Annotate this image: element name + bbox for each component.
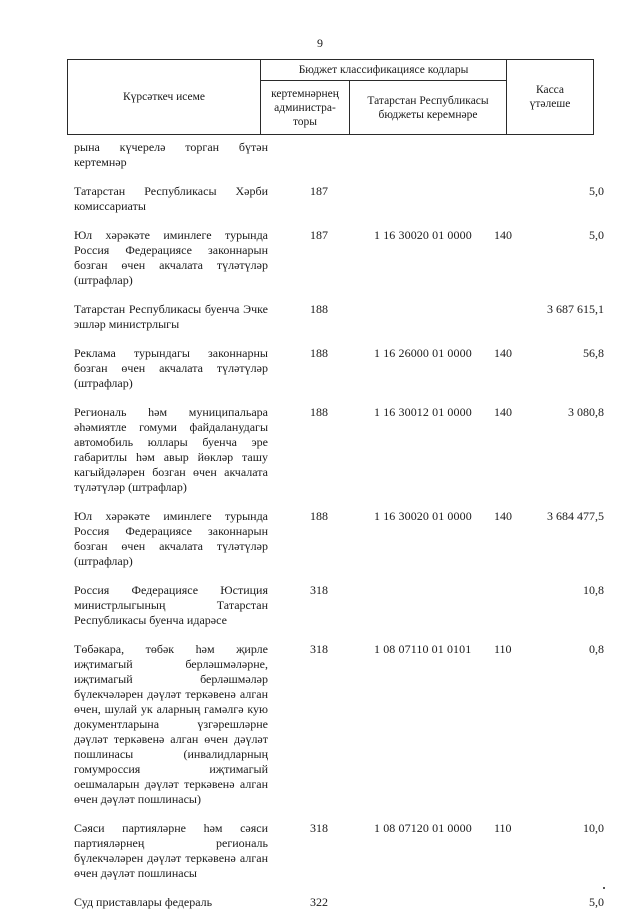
indicator-name: Юл хәрәкәте иминлеге турында Россия Федерациясе законнарын бозган өчен акчалата түләтүләр (штрафлар) [74, 228, 268, 287]
revenue-subcode: 140 [494, 346, 512, 360]
header-budget-codes: Бюджет классификациясе кодлары [261, 60, 507, 81]
indicator-name: Төбәкара, төбәк һәм җирле иҗтимагый берләшмәләрне, иҗтимагый берләшмәләр бүлекчәләрен дәүләт теркәвенә алган өчен, шулай ук аларның гамәлгә кую документларына үзгәрешләрне дәүләт теркәвенә алган өчен дәүләт пошлинасы (инвалидларның гомумроссия иҗтимагый оешмаларын дәүләт теркәвенә алган өчен дәүләт пошлинасы) [74, 642, 268, 806]
indicator-name: Татарстан Республикасы Хәрби комиссариаты [74, 184, 268, 213]
cash-amount: 5,0 [589, 228, 604, 242]
table-row [74, 821, 614, 881]
indicator-name: Сәяси партияләрне һәм сәяси партияләрнең региональ бүлекчәләрен дәүләт теркәвенә алган өчен дәүләт пошлинасы [74, 821, 268, 880]
cash-amount: 3 080,8 [568, 405, 604, 419]
header-budget-revenue [350, 81, 507, 135]
table-row [74, 895, 614, 910]
revenue-code: 1 16 30012 01 0000 [374, 405, 472, 419]
indicator-name: рына күчерелә торган бүтән кертемнәр [74, 140, 268, 169]
table-row [74, 140, 614, 170]
revenue-subcode: 140 [494, 228, 512, 242]
page-number: 9 [317, 36, 323, 50]
header-admin [261, 81, 350, 135]
revenue-subcode: 140 [494, 509, 512, 523]
cash-amount: 10,8 [583, 583, 604, 597]
header-cash-line-1: Касса [535, 84, 565, 96]
admin-code: 187 [310, 184, 328, 198]
header-admin-line-1: кертемнәрнең [271, 87, 339, 100]
admin-code: 318 [310, 583, 328, 597]
cash-amount: 3 687 615,1 [547, 302, 604, 316]
table-body [74, 140, 614, 910]
header-cash-execution [507, 60, 594, 135]
indicator-name: Региональ һәм муниципальара әһәмиятле гомуми файдаланудагы автомобиль юллары буенча эре габаритлы һәм авыр йөкләр ташу кагыйдәләрен бозган өчен акчалата түләтүләр (штрафлар) [74, 405, 268, 494]
revenue-subcode: 110 [494, 821, 512, 835]
table-row [74, 228, 614, 288]
revenue-code: 1 16 30020 01 0000 [374, 228, 472, 242]
revenue-code: 1 08 07110 01 0101 [374, 642, 472, 656]
cash-amount: 5,0 [589, 184, 604, 198]
table-header [67, 59, 594, 135]
indicator-name: Татарстан Республикасы буенча Эчке эшләр министрлыгы [74, 302, 268, 331]
header-admin-line-3: торы [292, 115, 318, 128]
cash-amount: 56,8 [583, 346, 604, 360]
cash-amount: 10,0 [583, 821, 604, 835]
revenue-subcode: 140 [494, 405, 512, 419]
table-row [74, 346, 614, 391]
table-row [74, 405, 614, 495]
table-row [74, 642, 614, 807]
revenue-code: 1 16 30020 01 0000 [374, 509, 472, 523]
table-row [74, 302, 614, 332]
revenue-subcode: 110 [494, 642, 512, 656]
admin-code: 188 [310, 302, 328, 316]
header-admin-line-2: администра- [274, 101, 336, 114]
indicator-name: Реклама турындагы законнарны бозган өчен акчалата түләтүләр (штрафлар) [74, 346, 268, 390]
header-revenue-line-2: бюджеты керемнәре [378, 108, 478, 121]
indicator-name: Суд приставлары федераль [74, 895, 213, 909]
table-row [74, 509, 614, 569]
header-cash-line-2: үтәлеше [529, 98, 571, 110]
table-row [74, 583, 614, 628]
admin-code: 188 [310, 509, 328, 523]
indicator-name: Россия Федерациясе Юстиция министрлыгының Татарстан Республикасы буенча идарәсе [74, 583, 268, 627]
cash-amount: 5,0 [589, 895, 604, 909]
cash-amount: 0,8 [589, 642, 604, 656]
admin-code: 187 [310, 228, 328, 242]
admin-code: 318 [310, 642, 328, 656]
revenue-code: 1 08 07120 01 0000 [374, 821, 472, 835]
admin-code: 188 [310, 346, 328, 360]
cash-amount: 3 684 477,5 [547, 509, 604, 523]
header-revenue-line-1: Татарстан Республикасы [367, 94, 489, 107]
admin-code: 188 [310, 405, 328, 419]
header-indicator-name: Күрсәткеч исеме [68, 60, 261, 135]
admin-code: 322 [310, 895, 328, 909]
scan-mark [603, 887, 605, 889]
admin-code: 318 [310, 821, 328, 835]
table-row [74, 184, 614, 214]
revenue-code: 1 16 26000 01 0000 [374, 346, 472, 360]
indicator-name: Юл хәрәкәте иминлеге турында Россия Федерациясе законнарын бозган өчен акчалата түләтүләр (штрафлар) [74, 509, 268, 568]
